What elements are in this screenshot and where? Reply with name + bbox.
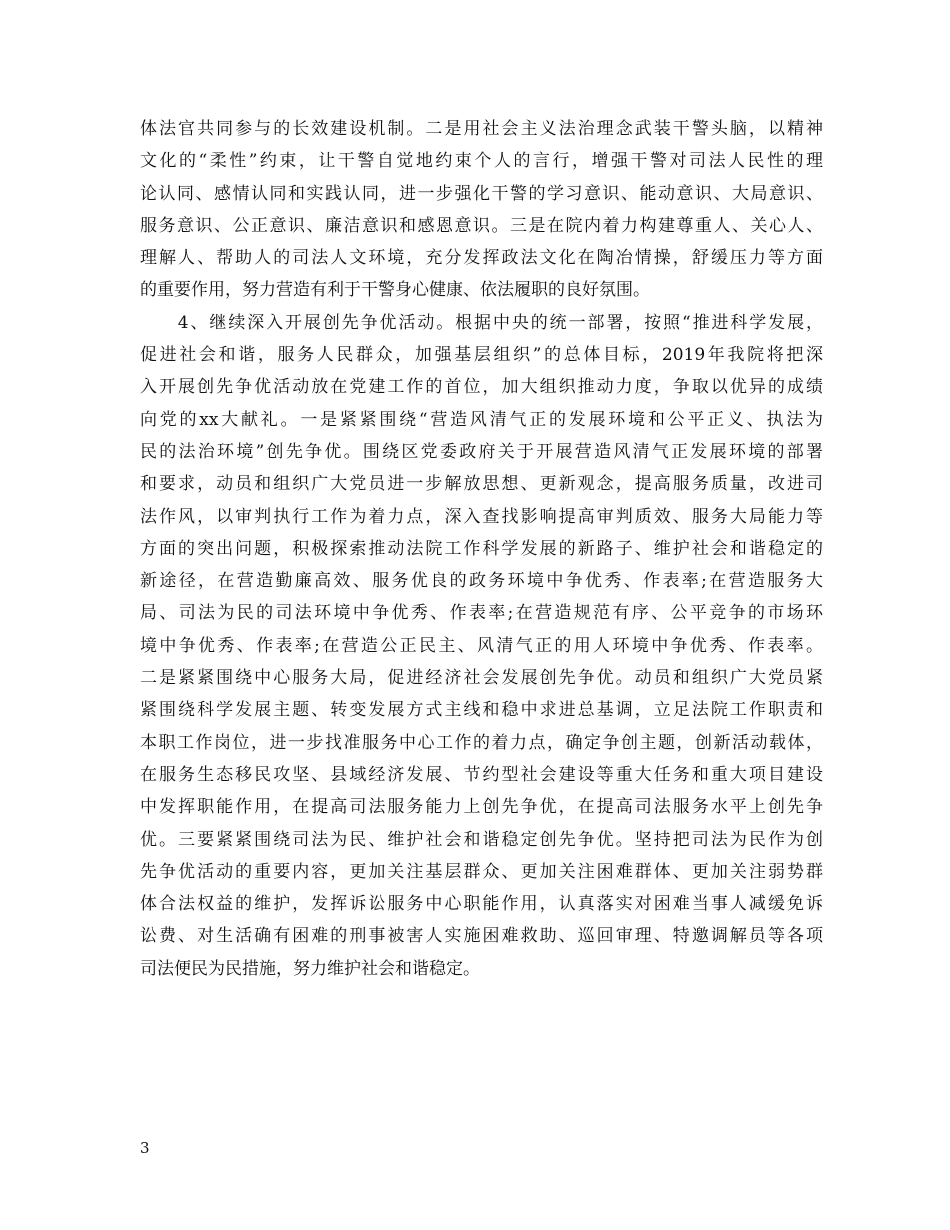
- text-line: 二是紧紧围绕中心服务大局，促进经济社会发展创先争优。动员和组织广大党员紧: [140, 668, 823, 689]
- text-line: 文化的“柔性”约束，让干警自觉地约束个人的言行，增强干警对司法人民性的理: [140, 151, 823, 172]
- text-line: 民的法治环境”创先争优。围绕区党委政府关于开展营造风清气正发展环境的部署: [140, 441, 823, 462]
- text-line: 紧围绕科学发展主题、转变发展方式主线和稳中求进总基调，立足法院工作职责和: [140, 700, 823, 721]
- text-line: 本职工作岗位，进一步找准服务中心工作的着力点，确定争创主题，创新活动载体，: [140, 732, 823, 753]
- text-line: 讼费、对生活确有困难的刑事被害人实施困难救助、巡回审理、特邀调解员等各项: [140, 926, 823, 947]
- text-line: 新途径，在营造勤廉高效、服务优良的政务环境中争优秀、作表率;在营造服务大: [140, 571, 823, 592]
- text-line: 服务意识、公正意识、廉洁意识和感恩意识。三是在院内着力构建尊重人、关心人、: [140, 215, 823, 236]
- text-line: 法作风，以审判执行工作为着力点，深入查找影响提高审判质效、服务大局能力等: [140, 506, 823, 527]
- text-line: 体法官共同参与的长效建设机制。二是用社会主义法治理念武装干警头脑，以精神: [140, 119, 823, 139]
- text-line: 理解人、帮助人的司法人文环境，充分发挥政法文化在陶冶情操，舒缓压力等方面: [140, 248, 823, 269]
- body-text: [140, 113, 823, 985]
- page-number: 3: [140, 1139, 150, 1157]
- text-line: 中发挥职能作用，在提高司法服务能力上创先争优，在提高司法服务水平上创先争: [140, 797, 823, 818]
- text-line: 促进社会和谐，服务人民群众，加强基层组织”的总体目标，2019年我院将把深: [140, 345, 823, 366]
- text-line: 和要求，动员和组织广大党员进一步解放思想、更新观念，提高服务质量，改进司: [140, 474, 823, 495]
- text-line: 4、继续深入开展创先争优活动。根据中央的统一部署，按照“推进科学发展，: [140, 312, 823, 333]
- text-line: 方面的突出问题，积极探索推动法院工作科学发展的新路子、维护社会和谐稳定的: [140, 538, 823, 559]
- text-line: 司法便民为民措施，努力维护社会和谐稳定。: [140, 958, 480, 979]
- text-line: 论认同、感情认同和实践认同，进一步强化干警的学习意识、能动意识、大局意识、: [140, 183, 823, 204]
- text-line: 的重要作用，努力营造有利于干警身心健康、依法履职的良好氛围。: [140, 280, 650, 301]
- text-line: 境中争优秀、作表率;在营造公正民主、风清气正的用人环境中争优秀、作表率。: [140, 635, 823, 656]
- text-line: 在服务生态移民攻坚、县域经济发展、节约型社会建设等重大任务和重大项目建设: [140, 764, 823, 785]
- text-line: 局、司法为民的司法环境中争优秀、作表率;在营造规范有序、公平竞争的市场环: [140, 603, 823, 624]
- text-line: 向党的xx大献礼。一是紧紧围绕“营造风清气正的发展环境和公平正义、执法为: [140, 409, 823, 430]
- text-line: 优。三要紧紧围绕司法为民、维护社会和谐稳定创先争优。坚持把司法为民作为创: [140, 829, 823, 850]
- text-line: 入开展创先争优活动放在党建工作的首位，加大组织推动力度，争取以优异的成绩: [140, 377, 823, 398]
- text-line: 先争优活动的重要内容，更加关注基层群众、更加关注困难群体、更加关注弱势群: [140, 861, 823, 882]
- text-line: 体合法权益的维护，发挥诉讼服务中心职能作用，认真落实对困难当事人减缓免诉: [140, 894, 823, 915]
